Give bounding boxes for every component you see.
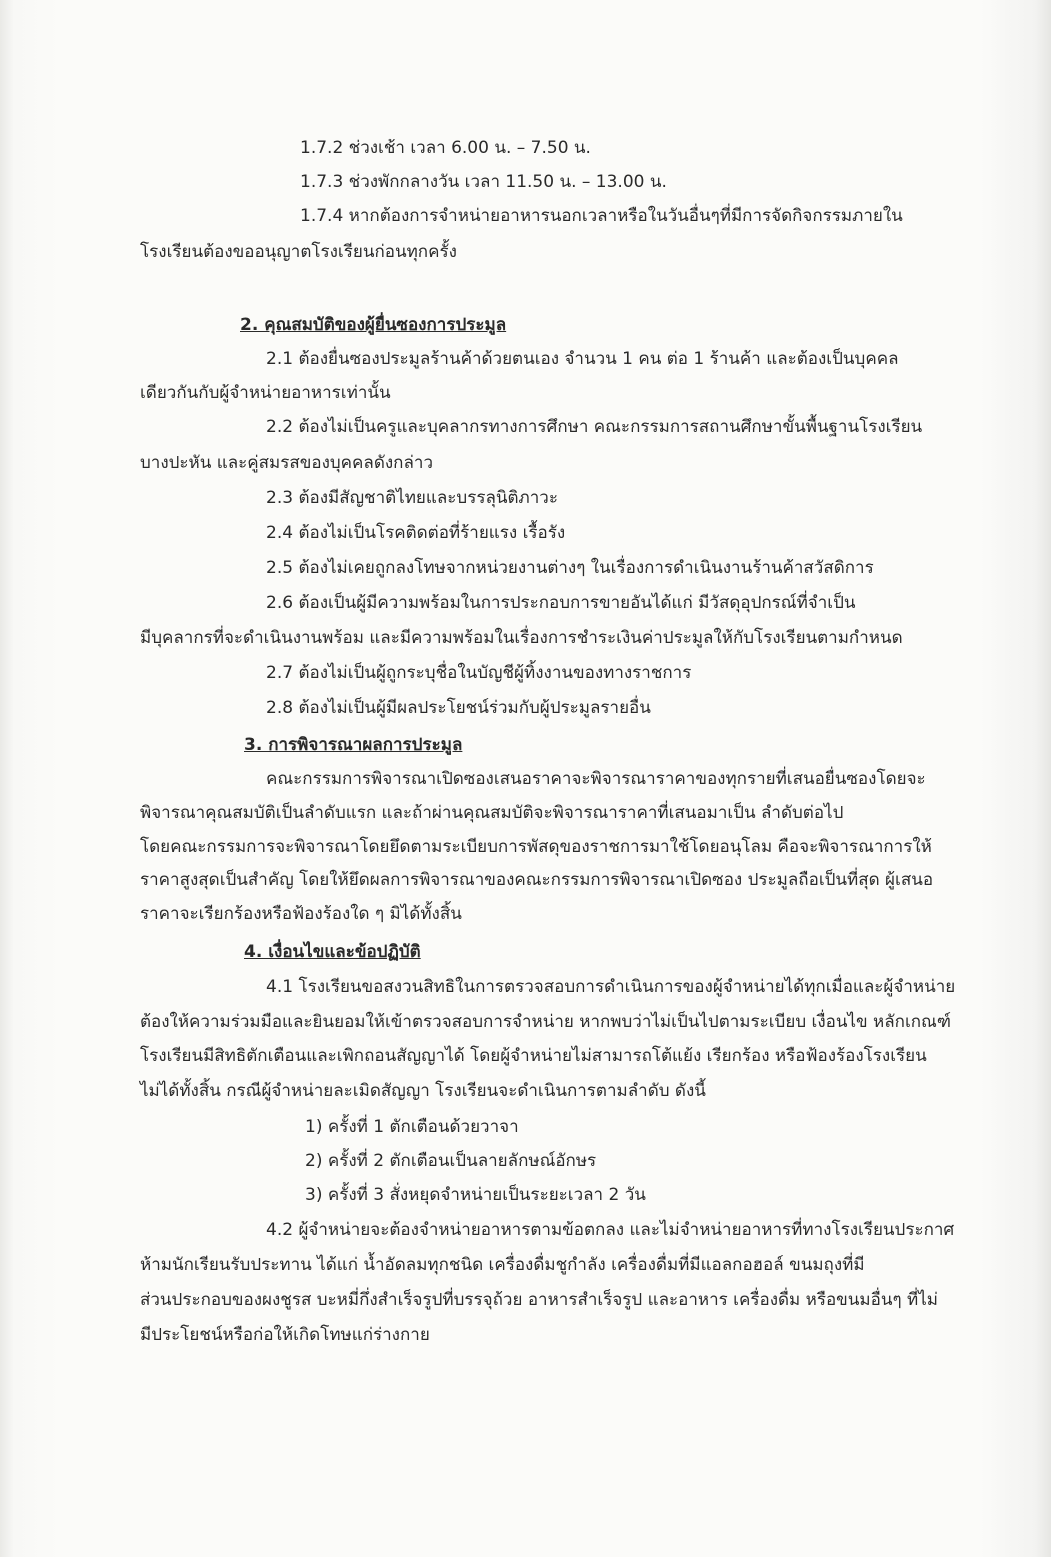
- item-1-7-4-line1: 1.7.4 หากต้องการจำหน่ายอาหารนอกเวลาหรือในวันอื่นๆที่มีการจัดกิจกรรมภายใน: [300, 206, 903, 226]
- qualification-2-2-line2: บางปะหัน และคู่สมรสของบุคคลดังกล่าว: [140, 453, 433, 473]
- condition-4-1-line3: โรงเรียนมีสิทธิตักเตือนและเพิกถอนสัญญาได้ โดยผู้จำหน่ายไม่สามารถโต้แย้ง เรียกร้อง หรือฟ้องร้องโรงเรียน: [140, 1046, 927, 1066]
- qualification-2-8: 2.8 ต้องไม่เป็นผู้มีผลประโยชน์ร่วมกับผู้ประมูลรายอื่น: [266, 698, 651, 718]
- qualification-2-2-line1: 2.2 ต้องไม่เป็นครูและบุคลากรทางการศึกษา คณะกรรมการสถานศึกษาขั้นพื้นฐานโรงเรียน: [266, 417, 923, 437]
- section-4-heading: 4. เงื่อนไขและข้อปฏิบัติ: [244, 942, 421, 962]
- condition-4-2-line2: ห้ามนักเรียนรับประทาน ได้แก่ น้ำอัดลมทุกชนิด เครื่องดื่มชูกำลัง เครื่องดื่มที่มีแอลกอฮอล์ ขนมถุงที่มี: [140, 1255, 865, 1275]
- qualification-2-4: 2.4 ต้องไม่เป็นโรคติดต่อที่ร้ายแรง เรื้อรัง: [266, 523, 566, 543]
- condition-4-1-line4: ไม่ได้ทั้งสิ้น กรณีผู้จำหน่ายละเมิดสัญญา โรงเรียนจะดำเนินการตามลำดับ ดังนี้: [140, 1081, 706, 1101]
- qualification-2-5: 2.5 ต้องไม่เคยถูกลงโทษจากหน่วยงานต่างๆ ในเรื่องการดำเนินงานร้านค้าสวัสดิการ: [266, 558, 874, 578]
- item-1-7-2: 1.7.2 ช่วงเช้า เวลา 6.00 น. – 7.50 น.: [300, 138, 591, 158]
- consideration-line5: ราคาจะเรียกร้องหรือฟ้องร้องใด ๆ มิได้ทั้งสิ้น: [140, 904, 462, 924]
- consideration-line2: พิจารณาคุณสมบัติเป็นลำดับแรก และถ้าผ่านคุณสมบัติจะพิจารณาราคาที่เสนอมาเป็น ลำดับต่อไป: [140, 803, 844, 823]
- section-2-heading: 2. คุณสมบัติของผู้ยื่นซองการประมูล: [240, 315, 507, 335]
- condition-4-2-line1: 4.2 ผู้จำหน่ายจะต้องจำหน่ายอาหารตามข้อตกลง และไม่จำหน่ายอาหารที่ทางโรงเรียนประกาศ: [266, 1220, 955, 1240]
- penalty-step-2: 2) ครั้งที่ 2 ตักเตือนเป็นลายลักษณ์อักษร: [305, 1151, 597, 1171]
- qualification-2-6-line1: 2.6 ต้องเป็นผู้มีความพร้อมในการประกอบการขายอันได้แก่ มีวัสดุอุปกรณ์ที่จำเป็น: [266, 593, 856, 613]
- qualification-2-1-line2: เดียวกันกับผู้จำหน่ายอาหารเท่านั้น: [140, 383, 391, 403]
- item-1-7-3: 1.7.3 ช่วงพักกลางวัน เวลา 11.50 น. – 13.00 น.: [300, 172, 667, 192]
- condition-4-1-line1: 4.1 โรงเรียนขอสงวนสิทธิในการตรวจสอบการดำเนินการของผู้จำหน่ายได้ทุกเมื่อและผู้จำหน่าย: [266, 977, 956, 997]
- penalty-step-1: 1) ครั้งที่ 1 ตักเตือนด้วยวาจา: [305, 1117, 519, 1137]
- qualification-2-3: 2.3 ต้องมีสัญชาติไทยและบรรลุนิติภาวะ: [266, 488, 558, 508]
- condition-4-2-line3: ส่วนประกอบของผงชูรส บะหมี่กึ่งสำเร็จรูปที่บรรจุถ้วย อาหารสำเร็จรูป และอาหาร เครื่องดื่ม หรือขนมอื่นๆ ที่ไม่: [140, 1290, 938, 1310]
- penalty-step-3: 3) ครั้งที่ 3 สั่งหยุดจำหน่ายเป็นระยะเวลา 2 วัน: [305, 1185, 646, 1205]
- condition-4-2-line4: มีประโยชน์หรือก่อให้เกิดโทษแก่ร่างกาย: [140, 1325, 430, 1345]
- consideration-line4: ราคาสูงสุดเป็นสำคัญ โดยให้ยึดผลการพิจารณาของคณะกรรมการพิจารณาเปิดซอง ประมูลถือเป็นที่สุด ผู้เสนอ: [140, 870, 934, 890]
- section-3-heading: 3. การพิจารณาผลการประมูล: [244, 735, 463, 755]
- item-1-7-4-line2: โรงเรียนต้องขออนุญาตโรงเรียนก่อนทุกครั้ง: [140, 242, 457, 262]
- qualification-2-6-line2: มีบุคลากรที่จะดำเนินงานพร้อม และมีความพร้อมในเรื่องการชำระเงินค่าประมูลให้กับโรงเรียนตามกำหนด: [140, 628, 903, 648]
- condition-4-1-line2: ต้องให้ความร่วมมือและยินยอมให้เข้าตรวจสอบการจำหน่าย หากพบว่าไม่เป็นไปตามระเบียบ เงื่อนไข หลักเกณฑ์: [140, 1012, 951, 1032]
- consideration-line1: คณะกรรมการพิจารณาเปิดซองเสนอราคาจะพิจารณาราคาของทุกรายที่เสนอยื่นซองโดยจะ: [266, 769, 926, 789]
- consideration-line3: โดยคณะกรรมการจะพิจารณาโดยยึดตามระเบียบการพัสดุของราชการมาใช้โดยอนุโลม คือจะพิจารณาการให้: [140, 837, 932, 857]
- qualification-2-7: 2.7 ต้องไม่เป็นผู้ถูกระบุชื่อในบัญชีผู้ทิ้งงานของทางราชการ: [266, 663, 692, 683]
- qualification-2-1-line1: 2.1 ต้องยื่นซองประมูลร้านค้าด้วยตนเอง จำนวน 1 คน ต่อ 1 ร้านค้า และต้องเป็นบุคคล: [266, 349, 899, 369]
